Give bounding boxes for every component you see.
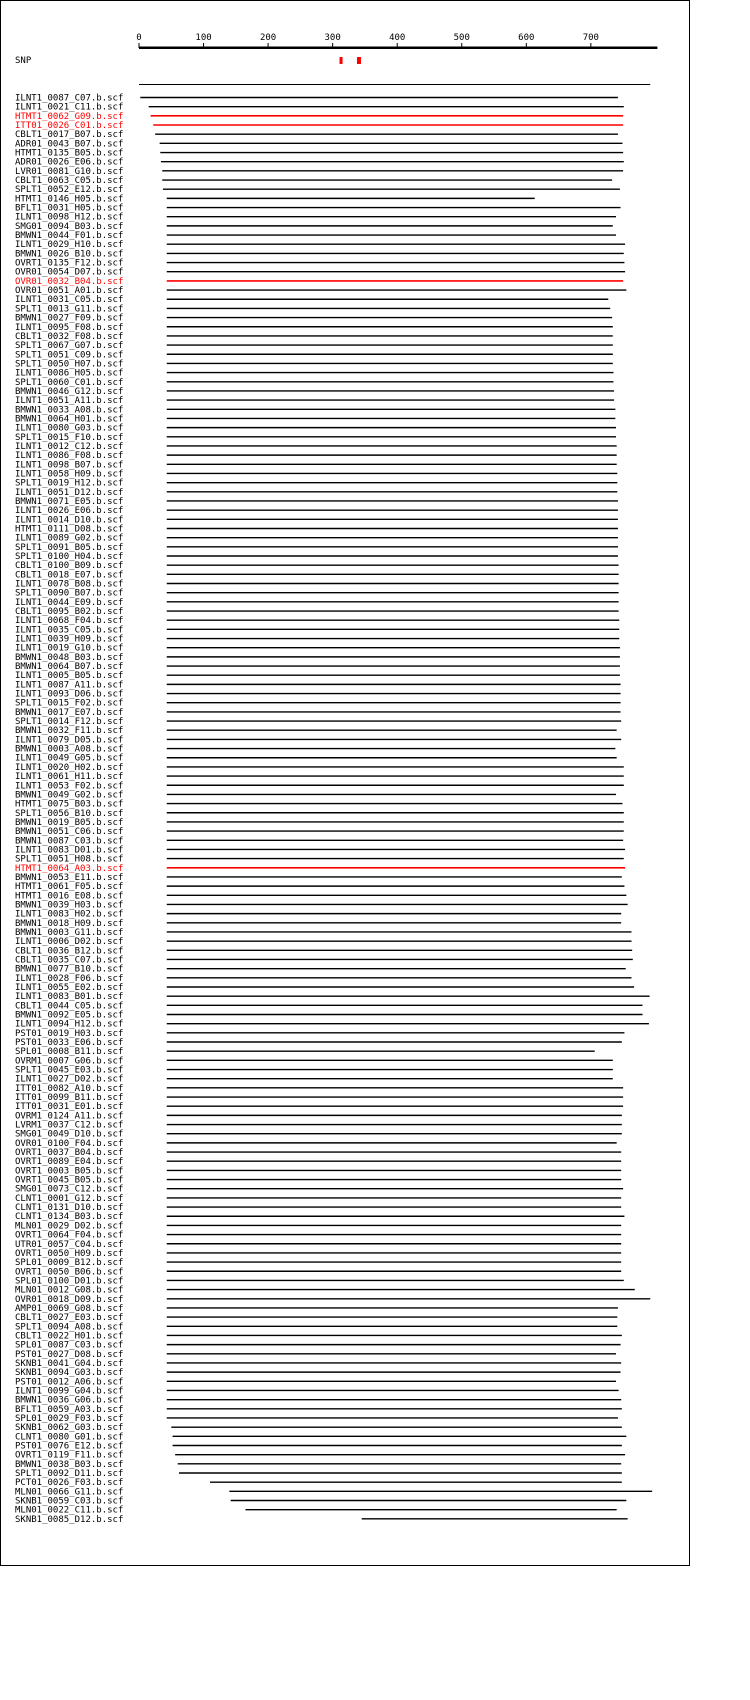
- read-label: OVRT1_0003_B05.b.scf: [15, 1166, 124, 1177]
- read-label: SPLT1_0056_B10.b.scf: [15, 808, 124, 819]
- read-label: ILNT1_0031_C05.b.scf: [15, 295, 124, 306]
- x-tick-label-2: 200: [259, 33, 277, 43]
- read-label: SMG01_0094_B03.b.scf: [15, 221, 124, 232]
- read-label: BMWN1_0026_B10.b.scf: [15, 249, 124, 260]
- read-label: ILNT1_0051_D12.b.scf: [15, 487, 124, 498]
- read-label: CBLT1_0027_E03.b.scf: [15, 1313, 124, 1324]
- read-label: SPL01_0100_D01.b.scf: [15, 1276, 124, 1287]
- read-label: ILNT1_0021_C11.b.scf: [15, 102, 124, 113]
- read-label: ILNT1_0093_D06.b.scf: [15, 689, 124, 700]
- read-label: SKNB1_0085_D12.b.scf: [15, 1514, 124, 1525]
- read-label: HTMT1_0135_B05.b.scf: [15, 148, 124, 159]
- read-label: BMWN1_0064_H01.b.scf: [15, 414, 124, 425]
- read-label: HTMT1_0062_G09.b.scf: [15, 111, 124, 122]
- read-label: ILNT1_0087_C07.b.scf: [15, 93, 124, 104]
- read-label: ILNT1_0098_B07.b.scf: [15, 460, 124, 471]
- read-label: ILNT1_0083_H02.b.scf: [15, 909, 124, 920]
- read-label: OVRT1_0037_B04.b.scf: [15, 1148, 124, 1159]
- read-label: ILNT1_0005_B05.b.scf: [15, 671, 124, 682]
- read-label: ILNT1_0089_G02.b.scf: [15, 533, 124, 544]
- read-label: SKNB1_0062_G03.b.scf: [15, 1423, 124, 1434]
- snp-track: [15, 56, 361, 66]
- read-label: SPLT1_0092_D11.b.scf: [15, 1469, 124, 1479]
- read-label: BMWN1_0064_B07.b.scf: [15, 662, 124, 673]
- read-label: PST01_0019_H03.b.scf: [15, 1028, 124, 1039]
- read-label: PCT01_0026_F03.b.scf: [15, 1478, 124, 1489]
- read-label: ITT01_0099_B11.b.scf: [15, 1093, 124, 1104]
- read-label: CBLT1_0063_C05.b.scf: [15, 176, 124, 187]
- read-label: BMWN1_0087_C03.b.scf: [15, 836, 124, 847]
- read-label: MLN01_0029_D02.b.scf: [15, 1221, 124, 1232]
- read-label: ILNT1_0006_D02.b.scf: [15, 937, 124, 948]
- read-label: BFLT1_0031_H05.b.scf: [15, 203, 124, 214]
- read-label: SPLT1_0014_F12.b.scf: [15, 717, 124, 728]
- read-label: ILNT1_0058_H09.b.scf: [15, 469, 124, 480]
- read-label: PST01_0033_E06.b.scf: [15, 1038, 124, 1049]
- read-label: OVRT1_0135_F12.b.scf: [15, 258, 124, 269]
- read-label: ILNT1_0094_H12.b.scf: [15, 1019, 124, 1030]
- read-label: ILNT1_0039_H09.b.scf: [15, 634, 124, 645]
- read-label: SPLT1_0091_B05.b.scf: [15, 542, 124, 553]
- read-label: ITT01_0031_E01.b.scf: [15, 1102, 124, 1113]
- read-label: MLN01_0012_G08.b.scf: [15, 1285, 124, 1296]
- read-label: ILNT1_0055_E02.b.scf: [15, 982, 124, 993]
- read-label: HTMT1_0064_A03.b.scf: [15, 863, 124, 874]
- read-label: SPLT1_0013_G11.b.scf: [15, 304, 124, 315]
- read-label: ITT01_0082_A10.b.scf: [15, 1083, 124, 1094]
- read-label: ILNT1_0028_F06.b.scf: [15, 973, 124, 984]
- read-label: CBLT1_0022_H01.b.scf: [15, 1331, 124, 1342]
- read-label: ILNT1_0083_D01.b.scf: [15, 845, 124, 856]
- read-label: ILNT1_0086_F08.b.scf: [15, 451, 124, 462]
- read-label: CLNT1_0134_B03.b.scf: [15, 1212, 124, 1223]
- read-label: ILNT1_0083_B01.b.scf: [15, 992, 124, 1003]
- read-label: ILNT1_0053_F02.b.scf: [15, 781, 124, 792]
- read-label: SPLT1_0051_H08.b.scf: [15, 854, 124, 865]
- read-label: BMWN1_0032_F11.b.scf: [15, 726, 124, 737]
- read-label: OVRT1_0050_H09.b.scf: [15, 1248, 124, 1259]
- read-label: ILNT1_0095_F08.b.scf: [15, 322, 124, 333]
- alignment-chart: [1, 1, 689, 1565]
- read-label: SPLT1_0100_H04.b.scf: [15, 552, 124, 562]
- read-label: OVR01_0018_D09.b.scf: [15, 1294, 124, 1305]
- read-label: BMWN1_0033_A08.b.scf: [15, 405, 124, 416]
- read-label: ILNT1_0086_H05.b.scf: [15, 368, 124, 379]
- read-label: ILNT1_0098_H12.b.scf: [15, 212, 124, 223]
- read-label: ILNT1_0035_C05.b.scf: [15, 625, 124, 636]
- read-label: ILNT1_0044_E09.b.scf: [15, 597, 124, 608]
- read-label: CBLT1_0018_E07.b.scf: [15, 570, 124, 581]
- read-label: HTMT1_0146_H05.b.scf: [15, 194, 124, 205]
- read-label: SPLT1_0094_A08.b.scf: [15, 1322, 124, 1333]
- read-label: ILNT1_0020_H02.b.scf: [15, 762, 124, 773]
- read-label: ILNT1_0079_D05.b.scf: [15, 735, 124, 746]
- read-label: BMWN1_0038_B03.b.scf: [15, 1459, 124, 1470]
- read-label: ILNT1_0029_H10.b.scf: [15, 240, 124, 251]
- read-label: CBLT1_0095_B02.b.scf: [15, 607, 124, 618]
- read-label: SKNB1_0094_G03.b.scf: [15, 1368, 124, 1379]
- read-label: OVRT1_0089_E04.b.scf: [15, 1157, 124, 1168]
- read-label: BMWN1_0046_G12.b.scf: [15, 386, 124, 397]
- read-label: CBLT1_0035_C07.b.scf: [15, 955, 124, 966]
- read-label: SPLT1_0015_F10.b.scf: [15, 432, 124, 443]
- x-tick-label-7: 700: [582, 33, 599, 43]
- read-label: SPLT1_0067_G07.b.scf: [15, 341, 124, 352]
- read-label: OVR01_0032_B04.b.scf: [15, 276, 124, 287]
- x-axis: [136, 33, 657, 49]
- read-row: [15, 1515, 628, 1525]
- read-label: SPLT1_0019_H12.b.scf: [15, 478, 124, 489]
- read-label: SMG01_0073_C12.b.scf: [15, 1184, 124, 1195]
- read-label: OVRM1_0007_G06.b.scf: [15, 1056, 124, 1067]
- read-label: OVRM1_0124_A11.b.scf: [15, 1111, 124, 1122]
- read-label: ADR01_0026_E06.b.scf: [15, 157, 124, 168]
- read-label: ILNT1_0012_C12.b.scf: [15, 441, 124, 452]
- read-label: ILNT1_0049_G05.b.scf: [15, 753, 124, 764]
- x-tick-label-4: 400: [389, 33, 406, 43]
- read-label: BMWN1_0017_E07.b.scf: [15, 707, 124, 718]
- snp-label: SNP: [15, 56, 32, 66]
- read-label: HTMT1_0075_B03.b.scf: [15, 799, 124, 810]
- read-label: PST01_0027_D08.b.scf: [15, 1349, 124, 1360]
- x-tick-label-0: 0: [136, 33, 142, 43]
- read-label: SPLT1_0052_E12.b.scf: [15, 185, 124, 196]
- read-label: LVRM1_0037_C12.b.scf: [15, 1120, 124, 1131]
- read-label: BMWN1_0053_E11.b.scf: [15, 872, 124, 883]
- read-label: SPLT1_0060_C01.b.scf: [15, 377, 124, 388]
- read-label: CLNT1_0080_G01.b.scf: [15, 1432, 124, 1443]
- read-label: OVRT1_0050_B06.b.scf: [15, 1267, 124, 1278]
- read-label: UTR01_0057_C04.b.scf: [15, 1239, 124, 1250]
- read-label: ADR01_0043_B07.b.scf: [15, 139, 124, 150]
- axis-line: [139, 47, 657, 50]
- read-label: BMWN1_0048_B03.b.scf: [15, 652, 124, 663]
- read-label: BMWN1_0018_H09.b.scf: [15, 918, 124, 929]
- read-label: BMWN1_0027_F09.b.scf: [15, 313, 124, 324]
- read-label: BFLT1_0059_A03.b.scf: [15, 1404, 124, 1415]
- read-label: ILNT1_0078_B08.b.scf: [15, 579, 124, 590]
- read-label: SPL01_0009_B12.b.scf: [15, 1258, 124, 1269]
- read-label: BMWN1_0036_G06.b.scf: [15, 1395, 124, 1406]
- read-label: PST01_0076_E12.b.scf: [15, 1441, 124, 1452]
- read-label: ILNT1_0099_G04.b.scf: [15, 1386, 124, 1397]
- read-label: MLN01_0022_C11.b.scf: [15, 1505, 124, 1516]
- read-label: CLNT1_0001_G12.b.scf: [15, 1193, 124, 1204]
- read-label: CBLT1_0036_B12.b.scf: [15, 946, 124, 957]
- read-label: CBLT1_0032_F08.b.scf: [15, 331, 124, 342]
- read-label: CBLT1_0044_C05.b.scf: [15, 1001, 124, 1012]
- read-label: BMWN1_0044_F01.b.scf: [15, 231, 124, 242]
- read-label: SKNB1_0041_G04.b.scf: [15, 1358, 124, 1369]
- x-tick-label-6: 600: [518, 33, 535, 43]
- read-label: CBLT1_0100_B09.b.scf: [15, 561, 124, 572]
- read-label: ILNT1_0080_G03.b.scf: [15, 423, 124, 434]
- read-label: ITT01_0026_C01.b.scf: [15, 121, 124, 132]
- read-label: ILNT1_0026_E06.b.scf: [15, 506, 124, 517]
- read-label: BMWN1_0071_E05.b.scf: [15, 496, 124, 507]
- read-label: ILNT1_0019_G10.b.scf: [15, 643, 124, 654]
- read-label: SPL01_0029_F03.b.scf: [15, 1413, 124, 1424]
- read-label: CBLT1_0017_B07.b.scf: [15, 130, 124, 141]
- read-label: AMP01_0069_G08.b.scf: [15, 1303, 124, 1314]
- read-label: SPLT1_0050_H07.b.scf: [15, 359, 124, 370]
- read-label: HTMT1_0111_D08.b.scf: [15, 524, 124, 535]
- read-label: BMWN1_0049_G02.b.scf: [15, 790, 124, 801]
- read-label: OVR01_0100_F04.b.scf: [15, 1138, 124, 1149]
- x-tick-label-3: 300: [324, 33, 341, 43]
- read-label: ILNT1_0027_D02.b.scf: [15, 1074, 124, 1085]
- read-label: ILNT1_0068_F04.b.scf: [15, 616, 124, 627]
- read-label: BMWN1_0003_G11.b.scf: [15, 927, 124, 938]
- read-label: HTMT1_0061_F05.b.scf: [15, 882, 124, 893]
- read-label: CLNT1_0131_D10.b.scf: [15, 1203, 124, 1214]
- snp-marker-1: [357, 57, 361, 64]
- read-label: BMWN1_0077_B10.b.scf: [15, 964, 124, 975]
- read-label: LVR01_0081_G10.b.scf: [15, 166, 124, 177]
- read-label: OVRT1_0045_B05.b.scf: [15, 1175, 124, 1186]
- reads-track: [15, 94, 652, 1525]
- read-label: HTMT1_0016_E08.b.scf: [15, 891, 124, 902]
- x-tick-label-5: 500: [453, 33, 470, 43]
- read-label: PST01_0012_A06.b.scf: [15, 1377, 124, 1388]
- read-label: SPLT1_0015_F02.b.scf: [15, 698, 124, 709]
- read-label: BMWN1_0003_A08.b.scf: [15, 744, 124, 755]
- read-label: BMWN1_0092_E05.b.scf: [15, 1010, 124, 1021]
- read-label: SPL01_0087_C03.b.scf: [15, 1340, 124, 1351]
- read-label: SKNB1_0059_C03.b.scf: [15, 1496, 124, 1507]
- x-tick-label-1: 100: [195, 33, 212, 43]
- snp-marker-0: [340, 57, 343, 64]
- read-label: SPLT1_0090_B07.b.scf: [15, 588, 124, 599]
- read-label: BMWN1_0019_B05.b.scf: [15, 817, 124, 828]
- read-label: ILNT1_0014_D10.b.scf: [15, 515, 124, 526]
- read-label: SPL01_0008_B11.b.scf: [15, 1047, 124, 1058]
- read-label: OVRT1_0119_F11.b.scf: [15, 1450, 124, 1461]
- read-label: OVR01_0051_A01.b.scf: [15, 286, 124, 297]
- read-label: BMWN1_0051_C06.b.scf: [15, 827, 124, 838]
- read-label: ILNT1_0051_A11.b.scf: [15, 396, 124, 407]
- read-label: OVR01_0054_D07.b.scf: [15, 267, 124, 278]
- read-label: SPLT1_0051_C09.b.scf: [15, 350, 124, 361]
- read-label: BMWN1_0039_H03.b.scf: [15, 900, 124, 911]
- read-label: MLN01_0066_G11.b.scf: [15, 1487, 124, 1498]
- read-label: ILNT1_0087_A11.b.scf: [15, 680, 124, 691]
- read-label: SMG01_0049_D10.b.scf: [15, 1129, 124, 1140]
- read-label: ILNT1_0061_H11.b.scf: [15, 772, 124, 783]
- read-label: OVRT1_0064_F04.b.scf: [15, 1230, 124, 1241]
- read-label: SPLT1_0045_E03.b.scf: [15, 1065, 124, 1076]
